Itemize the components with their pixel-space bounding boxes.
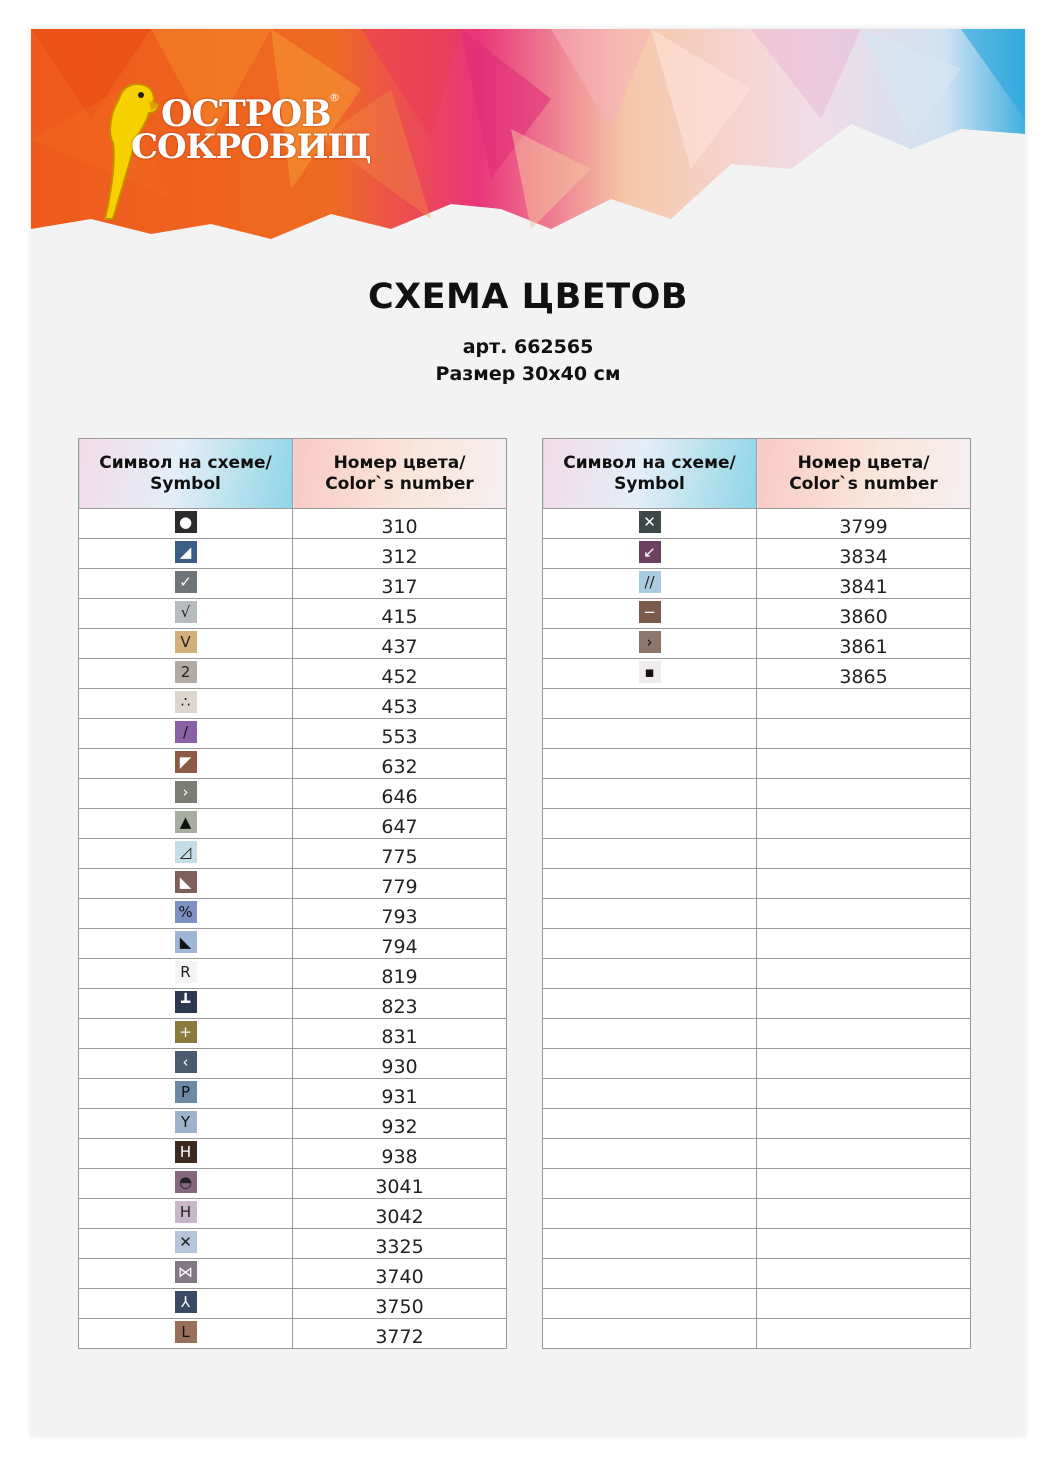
symbol-cell	[543, 1079, 757, 1109]
color-number: 415	[381, 605, 418, 628]
table-row	[79, 1259, 507, 1289]
chevron-right-icon: ›	[175, 781, 197, 803]
color-number: 3865	[839, 665, 888, 688]
table-row	[543, 809, 971, 839]
symbol-cell	[79, 539, 293, 569]
table-row	[79, 749, 507, 779]
symbol-cell	[543, 689, 757, 719]
tripod-icon: ⅄	[175, 1291, 197, 1313]
color-number: 317	[381, 575, 418, 598]
color-number-cell	[293, 1289, 507, 1319]
color-number: 437	[381, 635, 418, 658]
symbol-cell	[543, 899, 757, 929]
color-number: 931	[381, 1085, 418, 1108]
symbol-cell	[543, 749, 757, 779]
color-number-cell	[757, 1199, 971, 1229]
table-row	[543, 1229, 971, 1259]
color-number-cell	[757, 959, 971, 989]
table-row	[79, 689, 507, 719]
symbol-cell	[79, 1199, 293, 1229]
letter-h-icon: H	[175, 1201, 197, 1223]
color-number-cell	[293, 1229, 507, 1259]
color-number-cell	[757, 719, 971, 749]
color-number: 3042	[375, 1205, 424, 1228]
table-row	[543, 869, 971, 899]
table-row	[79, 1139, 507, 1169]
three-dots-icon: ∴	[175, 691, 197, 713]
i-beam-icon: H	[175, 1141, 197, 1163]
letter-x-icon: ✕	[175, 1231, 197, 1253]
color-number: 453	[381, 695, 418, 718]
symbol-cell	[543, 719, 757, 749]
color-number-cell	[757, 539, 971, 569]
color-number-cell	[757, 1019, 971, 1049]
filled-circle-icon: ●	[175, 511, 197, 533]
header-symbol-line1: Символ на схеме/	[99, 452, 272, 473]
color-number-cell	[757, 1139, 971, 1169]
table-row	[79, 839, 507, 869]
table-row	[543, 569, 971, 599]
color-number-cell	[757, 809, 971, 839]
table-row	[79, 539, 507, 569]
brand-name-line1: ОСТРОВ	[161, 93, 331, 135]
color-number-cell	[293, 1319, 507, 1349]
symbol-cell	[543, 659, 757, 689]
table-row	[79, 1109, 507, 1139]
table-row	[543, 689, 971, 719]
color-legend-table-left	[78, 438, 507, 1349]
color-number-cell	[757, 629, 971, 659]
color-number-cell	[293, 689, 507, 719]
digit-two-icon: 2	[175, 661, 197, 683]
color-number-cell	[757, 869, 971, 899]
arrow-upleft-icon: ◤	[175, 751, 197, 773]
table-row	[79, 869, 507, 899]
symbol-cell	[543, 1139, 757, 1169]
table-row	[543, 1199, 971, 1229]
table-row	[543, 659, 971, 689]
color-number-cell	[293, 809, 507, 839]
table-row	[79, 659, 507, 689]
color-number-cell	[293, 1169, 507, 1199]
symbol-cell	[543, 809, 757, 839]
color-legend-table-right	[542, 438, 971, 1349]
brand-name-line2: СОКРОВИЩ	[131, 127, 371, 167]
color-number-cell	[293, 1259, 507, 1289]
table-row	[79, 719, 507, 749]
table-row	[79, 1079, 507, 1109]
color-number: 3861	[839, 635, 888, 658]
table-row	[543, 749, 971, 779]
color-number-cell	[293, 989, 507, 1019]
symbol-cell	[79, 719, 293, 749]
symbol-cell	[543, 629, 757, 659]
symbol-cell	[543, 869, 757, 899]
table-row	[543, 719, 971, 749]
symbol-cell	[79, 779, 293, 809]
color-number-cell	[293, 869, 507, 899]
color-number-cell	[757, 779, 971, 809]
table-row	[543, 839, 971, 869]
table-row	[543, 1139, 971, 1169]
half-circle-icon: ◓	[175, 1171, 197, 1193]
color-number-cell	[757, 1259, 971, 1289]
color-number: 632	[381, 755, 418, 778]
percent-icon: %	[175, 901, 197, 923]
header-symbol-line2: Symbol	[150, 473, 221, 494]
color-number-cell	[293, 509, 507, 539]
table-row	[79, 899, 507, 929]
slash-bar-icon: /	[175, 721, 197, 743]
symbol-cell	[79, 689, 293, 719]
table-row	[79, 629, 507, 659]
symbol-cell	[543, 989, 757, 1019]
table-row	[79, 1049, 507, 1079]
letter-y-icon: Y	[175, 1111, 197, 1133]
color-number-cell	[757, 929, 971, 959]
symbol-cell	[543, 1229, 757, 1259]
caret-up-icon: ▲	[175, 811, 197, 833]
table-row	[543, 1259, 971, 1289]
color-number: 3325	[375, 1235, 424, 1258]
color-number-cell	[757, 749, 971, 779]
table-row	[543, 899, 971, 929]
table-row	[543, 989, 971, 1019]
symbol-cell	[543, 929, 757, 959]
color-number-cell	[293, 899, 507, 929]
symbol-cell	[79, 1139, 293, 1169]
color-number-cell	[757, 989, 971, 1019]
minus-icon: −	[639, 601, 661, 623]
registered-mark: ®	[329, 91, 340, 104]
corner-l-icon: L	[175, 1321, 197, 1343]
color-number-cell	[757, 1169, 971, 1199]
symbol-cell	[543, 839, 757, 869]
table-row	[543, 1319, 971, 1349]
symbol-cell	[543, 1319, 757, 1349]
symbol-cell	[543, 1109, 757, 1139]
table-row	[79, 1319, 507, 1349]
table-row	[79, 1199, 507, 1229]
plus-icon: +	[175, 1021, 197, 1043]
bowtie-icon: ⋈	[175, 1261, 197, 1283]
symbol-cell	[79, 749, 293, 779]
x-mark-icon: ✕	[639, 511, 661, 533]
color-number-cell	[757, 1229, 971, 1259]
canvas-size: Размер 30х40 см	[435, 363, 621, 385]
color-number-cell	[757, 1079, 971, 1109]
symbol-cell	[79, 1229, 293, 1259]
color-number: 819	[381, 965, 418, 988]
color-number-cell	[293, 779, 507, 809]
table-row	[543, 539, 971, 569]
symbol-cell	[79, 1109, 293, 1139]
letter-p-icon: P	[175, 1081, 197, 1103]
triangle-corner-icon: ◢	[175, 541, 197, 563]
header-number-line2: Color`s number	[789, 473, 938, 494]
symbol-cell	[543, 779, 757, 809]
symbol-cell	[543, 1199, 757, 1229]
symbol-cell	[543, 1019, 757, 1049]
color-number-cell	[757, 1109, 971, 1139]
symbol-cell	[543, 569, 757, 599]
symbol-cell	[79, 1049, 293, 1079]
header-symbol-line1: Символ на схеме/	[563, 452, 736, 473]
table-row	[543, 1109, 971, 1139]
diagonal-bar-icon: ◣	[175, 871, 197, 893]
symbol-cell	[79, 1259, 293, 1289]
color-number: 3740	[375, 1265, 424, 1288]
table-row	[543, 629, 971, 659]
color-number-cell	[293, 1199, 507, 1229]
color-number: 646	[381, 785, 418, 808]
table-row	[79, 1229, 507, 1259]
table-row	[79, 779, 507, 809]
brand-logo	[91, 79, 371, 239]
symbol-cell	[543, 599, 757, 629]
symbol-cell	[79, 959, 293, 989]
color-number-cell	[757, 689, 971, 719]
color-number: 3860	[839, 605, 888, 628]
color-number-cell	[293, 839, 507, 869]
symbol-cell	[79, 509, 293, 539]
header-number-line1: Номер цвета/	[333, 452, 466, 473]
symbol-cell	[79, 1319, 293, 1349]
color-number-cell	[757, 509, 971, 539]
header-number	[293, 439, 507, 509]
table-row	[543, 599, 971, 629]
symbol-cell	[79, 809, 293, 839]
color-number: 938	[381, 1145, 418, 1168]
table-row	[79, 569, 507, 599]
color-number: 3799	[839, 515, 888, 538]
color-number: 452	[381, 665, 418, 688]
color-number: 3750	[375, 1295, 424, 1318]
header-number-line1: Номер цвета/	[797, 452, 930, 473]
color-number: 647	[381, 815, 418, 838]
table-row	[543, 1169, 971, 1199]
color-number-cell	[757, 899, 971, 929]
letter-v-icon: V	[175, 631, 197, 653]
color-number: 930	[381, 1055, 418, 1078]
symbol-cell	[543, 1169, 757, 1199]
symbol-cell	[543, 1289, 757, 1319]
color-number: 553	[381, 725, 418, 748]
table-row	[79, 1289, 507, 1319]
symbol-cell	[79, 629, 293, 659]
table-row	[79, 509, 507, 539]
symbol-cell	[543, 509, 757, 539]
color-number-cell	[757, 1049, 971, 1079]
page-title: СХЕМА ЦВЕТОВ	[367, 277, 689, 317]
color-number-cell	[293, 929, 507, 959]
table-row	[79, 599, 507, 629]
symbol-cell	[79, 569, 293, 599]
color-number: 932	[381, 1115, 418, 1138]
header-number-line2: Color`s number	[325, 473, 474, 494]
table-row	[79, 989, 507, 1019]
color-number: 823	[381, 995, 418, 1018]
symbol-cell	[79, 659, 293, 689]
chevron-left-icon: ‹	[175, 1051, 197, 1073]
color-number-cell	[757, 1319, 971, 1349]
article-number: арт. 662565	[462, 336, 594, 358]
symbol-cell	[79, 1289, 293, 1319]
symbol-cell	[79, 929, 293, 959]
triangle-lower-icon: ◣	[175, 931, 197, 953]
letter-r-icon: R	[175, 961, 197, 983]
color-number: 312	[381, 545, 418, 568]
color-number-cell	[293, 1139, 507, 1169]
color-number-cell	[293, 659, 507, 689]
color-number: 3834	[839, 545, 888, 568]
check-icon: ✓	[175, 571, 197, 593]
table-row	[79, 929, 507, 959]
color-number-cell	[757, 659, 971, 689]
color-number-cell	[293, 1109, 507, 1139]
table-row	[543, 929, 971, 959]
color-number: 3041	[375, 1175, 424, 1198]
radical-icon: √	[175, 601, 197, 623]
table-row	[543, 959, 971, 989]
color-number: 3772	[375, 1325, 424, 1348]
color-number: 775	[381, 845, 418, 868]
header-symbol-line2: Symbol	[614, 473, 685, 494]
table-row	[79, 1169, 507, 1199]
double-slash-icon: //	[639, 571, 661, 593]
symbol-cell	[79, 1169, 293, 1199]
symbol-cell	[543, 959, 757, 989]
symbol-cell	[79, 599, 293, 629]
symbol-cell	[79, 989, 293, 1019]
color-number-cell	[757, 569, 971, 599]
table-row	[79, 959, 507, 989]
table-row	[543, 509, 971, 539]
table-row	[543, 1049, 971, 1079]
color-number-cell	[293, 1079, 507, 1109]
color-number: 310	[381, 515, 418, 538]
color-number: 793	[381, 905, 418, 928]
symbol-cell	[79, 839, 293, 869]
color-number: 794	[381, 935, 418, 958]
color-number-cell	[293, 599, 507, 629]
chevron-right-icon: ›	[639, 631, 661, 653]
color-number: 3841	[839, 575, 888, 598]
color-number-cell	[293, 629, 507, 659]
color-number-cell	[293, 1049, 507, 1079]
small-square-icon: ▪	[639, 661, 661, 683]
symbol-cell	[79, 869, 293, 899]
color-number-cell	[293, 1019, 507, 1049]
symbol-cell	[79, 899, 293, 929]
table-row	[543, 1079, 971, 1109]
small-triangle-icon: ◿	[175, 841, 197, 863]
page-sheet	[31, 29, 1025, 1436]
header-number	[757, 439, 971, 509]
check-small-icon: ↙	[639, 541, 661, 563]
color-number-cell	[293, 749, 507, 779]
inverted-t-icon: ┻	[175, 991, 197, 1013]
table-row	[79, 1019, 507, 1049]
symbol-cell	[79, 1019, 293, 1049]
color-number-cell	[293, 959, 507, 989]
table-row	[543, 1019, 971, 1049]
table-row	[79, 809, 507, 839]
table-row	[543, 1289, 971, 1319]
color-number: 779	[381, 875, 418, 898]
header-symbol	[543, 439, 757, 509]
symbol-cell	[543, 1049, 757, 1079]
symbol-cell	[79, 1079, 293, 1109]
symbol-cell	[543, 1259, 757, 1289]
symbol-cell	[543, 539, 757, 569]
table-row	[543, 779, 971, 809]
color-number-cell	[757, 839, 971, 869]
color-number-cell	[757, 599, 971, 629]
color-number-cell	[293, 719, 507, 749]
color-number-cell	[293, 569, 507, 599]
header-symbol	[79, 439, 293, 509]
color-number-cell	[757, 1289, 971, 1319]
color-number-cell	[293, 539, 507, 569]
color-number: 831	[381, 1025, 418, 1048]
